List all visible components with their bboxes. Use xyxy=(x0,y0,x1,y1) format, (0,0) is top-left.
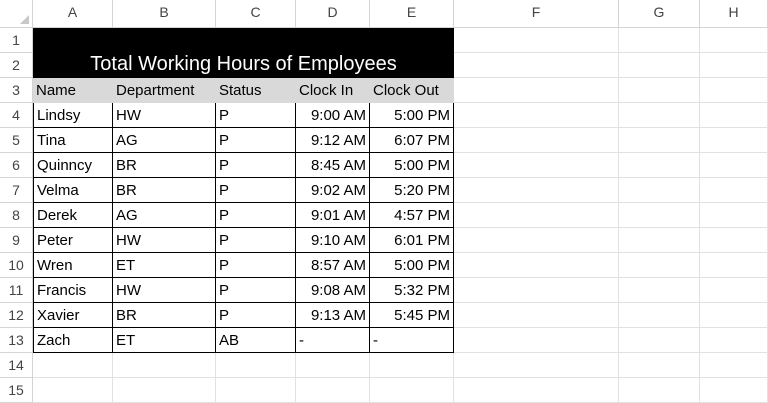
cell-h3[interactable] xyxy=(700,78,768,103)
cell-f10[interactable] xyxy=(454,253,619,278)
table-cell[interactable]: 5:20 PM xyxy=(370,178,454,203)
cell-c14[interactable] xyxy=(216,353,296,378)
table-cell[interactable]: Velma xyxy=(33,178,113,203)
cell-b15[interactable] xyxy=(113,378,216,403)
cell-h7[interactable] xyxy=(700,178,768,203)
table-cell[interactable]: P xyxy=(216,303,296,328)
table-cell[interactable]: P xyxy=(216,128,296,153)
cell-g2[interactable] xyxy=(619,53,700,78)
table-cell[interactable]: Quinncy xyxy=(33,153,113,178)
table-cell[interactable]: P xyxy=(216,203,296,228)
table-cell[interactable]: P xyxy=(216,278,296,303)
cell-g5[interactable] xyxy=(619,128,700,153)
cell-e14[interactable] xyxy=(370,353,454,378)
table-cell[interactable]: Francis xyxy=(33,278,113,303)
row-header-8[interactable]: 8 xyxy=(0,203,33,228)
cell-h6[interactable] xyxy=(700,153,768,178)
cell-f1[interactable] xyxy=(454,28,619,53)
row-header-6[interactable]: 6 xyxy=(0,153,33,178)
table-cell[interactable]: 8:45 AM xyxy=(296,153,370,178)
cell-g14[interactable] xyxy=(619,353,700,378)
header-status[interactable]: Status xyxy=(216,78,296,103)
column-header-d[interactable]: D xyxy=(296,0,370,28)
cell-d15[interactable] xyxy=(296,378,370,403)
table-cell[interactable]: 9:10 AM xyxy=(296,228,370,253)
table-cell[interactable]: 5:00 PM xyxy=(370,153,454,178)
table-cell[interactable]: Derek xyxy=(33,203,113,228)
select-all-corner[interactable] xyxy=(0,0,33,28)
row-header-2[interactable]: 2 xyxy=(0,53,33,78)
cell-h4[interactable] xyxy=(700,103,768,128)
table-cell[interactable]: - xyxy=(370,328,454,353)
cell-a14[interactable] xyxy=(33,353,113,378)
table-cell[interactable]: - xyxy=(296,328,370,353)
table-cell[interactable]: BR xyxy=(113,153,216,178)
cell-f5[interactable] xyxy=(454,128,619,153)
table-cell[interactable]: P xyxy=(216,103,296,128)
column-header-b[interactable]: B xyxy=(113,0,216,28)
cell-h13[interactable] xyxy=(700,328,768,353)
cell-g8[interactable] xyxy=(619,203,700,228)
cell-g7[interactable] xyxy=(619,178,700,203)
cell-c15[interactable] xyxy=(216,378,296,403)
table-title[interactable] xyxy=(33,28,454,78)
table-cell[interactable]: 5:00 PM xyxy=(370,103,454,128)
row-header-12[interactable]: 12 xyxy=(0,303,33,328)
cell-f3[interactable] xyxy=(454,78,619,103)
cell-f6[interactable] xyxy=(454,153,619,178)
table-title-text: Total Working Hours of Employees xyxy=(90,53,397,75)
table-cell[interactable]: 9:01 AM xyxy=(296,203,370,228)
table-cell[interactable]: 5:00 PM xyxy=(370,253,454,278)
table-cell[interactable]: ET xyxy=(113,253,216,278)
cell-h12[interactable] xyxy=(700,303,768,328)
cell-f11[interactable] xyxy=(454,278,619,303)
row-header-5[interactable]: 5 xyxy=(0,128,33,153)
cell-h10[interactable] xyxy=(700,253,768,278)
cell-h14[interactable] xyxy=(700,353,768,378)
cell-g10[interactable] xyxy=(619,253,700,278)
table-cell[interactable]: 5:32 PM xyxy=(370,278,454,303)
table-cell[interactable]: Tina xyxy=(33,128,113,153)
cell-f8[interactable] xyxy=(454,203,619,228)
cell-f15[interactable] xyxy=(454,378,619,403)
cell-f14[interactable] xyxy=(454,353,619,378)
cell-g1[interactable] xyxy=(619,28,700,53)
column-header-a[interactable]: A xyxy=(33,0,113,28)
cell-f4[interactable] xyxy=(454,103,619,128)
cell-d14[interactable] xyxy=(296,353,370,378)
table-cell[interactable]: BR xyxy=(113,178,216,203)
table-cell[interactable]: P xyxy=(216,228,296,253)
column-header-h[interactable]: H xyxy=(700,0,768,28)
table-cell[interactable]: P xyxy=(216,253,296,278)
cell-f2[interactable] xyxy=(454,53,619,78)
table-cell[interactable]: 4:57 PM xyxy=(370,203,454,228)
header-clock-out[interactable]: Clock Out xyxy=(370,78,454,103)
table-cell[interactable]: BR xyxy=(113,303,216,328)
table-cell[interactable]: ET xyxy=(113,328,216,353)
cell-f12[interactable] xyxy=(454,303,619,328)
cell-h9[interactable] xyxy=(700,228,768,253)
column-header-c[interactable]: C xyxy=(216,0,296,28)
cell-f9[interactable] xyxy=(454,228,619,253)
table-cell[interactable]: Zach xyxy=(33,328,113,353)
table-cell[interactable]: AB xyxy=(216,328,296,353)
row-header-10[interactable]: 10 xyxy=(0,253,33,278)
table-cell[interactable]: Xavier xyxy=(33,303,113,328)
table-cell[interactable]: P xyxy=(216,178,296,203)
column-header-e[interactable]: E xyxy=(370,0,454,28)
table-cell[interactable]: AG xyxy=(113,128,216,153)
cell-a15[interactable] xyxy=(33,378,113,403)
cell-h11[interactable] xyxy=(700,278,768,303)
row-header-14[interactable]: 14 xyxy=(0,353,33,378)
table-cell[interactable]: 9:08 AM xyxy=(296,278,370,303)
table-cell[interactable]: Wren xyxy=(33,253,113,278)
cell-g15[interactable] xyxy=(619,378,700,403)
cell-g11[interactable] xyxy=(619,278,700,303)
cell-h15[interactable] xyxy=(700,378,768,403)
row-header-1[interactable]: 1 xyxy=(0,28,33,53)
cell-g13[interactable] xyxy=(619,328,700,353)
table-cell[interactable]: 6:01 PM xyxy=(370,228,454,253)
table-cell[interactable]: 9:00 AM xyxy=(296,103,370,128)
cell-g9[interactable] xyxy=(619,228,700,253)
row-header-11[interactable]: 11 xyxy=(0,278,33,303)
table-cell[interactable]: 8:57 AM xyxy=(296,253,370,278)
cell-g6[interactable] xyxy=(619,153,700,178)
row-header-4[interactable]: 4 xyxy=(0,103,33,128)
row-header-7[interactable]: 7 xyxy=(0,178,33,203)
header-name[interactable]: Name xyxy=(33,78,113,103)
cell-f7[interactable] xyxy=(454,178,619,203)
row-header-15[interactable]: 15 xyxy=(0,378,33,403)
column-header-f[interactable]: F xyxy=(454,0,619,28)
table-cell[interactable]: 9:12 AM xyxy=(296,128,370,153)
cell-h8[interactable] xyxy=(700,203,768,228)
cell-g4[interactable] xyxy=(619,103,700,128)
row-header-3[interactable]: 3 xyxy=(0,78,33,103)
cell-b14[interactable] xyxy=(113,353,216,378)
table-cell[interactable]: 5:45 PM xyxy=(370,303,454,328)
cell-h1[interactable] xyxy=(700,28,768,53)
table-cell[interactable]: 6:07 PM xyxy=(370,128,454,153)
header-clock-in[interactable]: Clock In xyxy=(296,78,370,103)
table-cell[interactable]: HW xyxy=(113,103,216,128)
cell-h5[interactable] xyxy=(700,128,768,153)
table-cell[interactable]: HW xyxy=(113,228,216,253)
table-cell[interactable]: Lindsy xyxy=(33,103,113,128)
cell-g3[interactable] xyxy=(619,78,700,103)
row-header-9[interactable]: 9 xyxy=(0,228,33,253)
select-all-triangle-icon xyxy=(20,15,29,24)
table-cell[interactable]: AG xyxy=(113,203,216,228)
header-department[interactable]: Department xyxy=(113,78,216,103)
cell-g12[interactable] xyxy=(619,303,700,328)
cell-e15[interactable] xyxy=(370,378,454,403)
cell-f13[interactable] xyxy=(454,328,619,353)
table-cell[interactable]: Peter xyxy=(33,228,113,253)
table-cell[interactable]: 9:13 AM xyxy=(296,303,370,328)
cell-h2[interactable] xyxy=(700,53,768,78)
table-cell[interactable]: P xyxy=(216,153,296,178)
row-header-13[interactable]: 13 xyxy=(0,328,33,353)
column-header-g[interactable]: G xyxy=(619,0,700,28)
table-cell[interactable]: 9:02 AM xyxy=(296,178,370,203)
table-cell[interactable]: HW xyxy=(113,278,216,303)
